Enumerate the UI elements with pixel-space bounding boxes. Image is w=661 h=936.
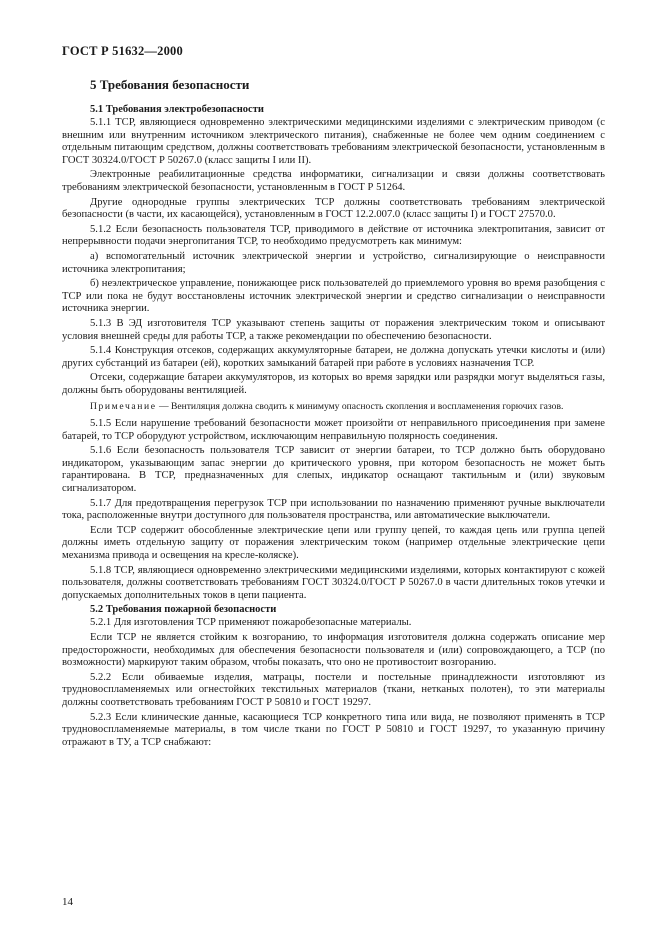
paragraph: а) вспомогательный источник электрической энергии и устройство, сигнализирующие о неисправности источника электропитания; xyxy=(62,250,605,275)
paragraph: 5.2.2 Если обиваемые изделия, матрацы, постели и постельные принадлежности изготовляют из трудновоспламеняемых или огнестойких текстильных материалов (ткани, нетканых полотен), то эти материалы должны соответствовать требованиям ГОСТ Р 50810 и ГОСТ 19297. xyxy=(62,671,605,708)
paragraph: Отсеки, содержащие батареи аккумуляторов, из которых во время зарядки или разрядки могут выделяться газы, должны быть оборудованы вентиляцией. xyxy=(62,372,605,396)
paragraph: 5.1.6 Если безопасность пользователя ТСР зависит от энергии батареи, то ТСР должно быть оборудовано индикатором, указывающим запас энергии до критического уровня, при котором безопасность не может быть гарантирована. В ТСР, предназначенных для слепых, индикатор оснащают тактильным и (или) звуковым сигнализатором. xyxy=(62,445,605,495)
paragraph: 5.1.4 Конструкция отсеков, содержащих аккумуляторные батареи, не должна допускать утечки кислоты и (или) других субстанций из батареи (ей), коротких замыканий батарей при работе в условиях назначения ТСР. xyxy=(62,345,605,369)
paragraph: 5.2.1 Для изготовления ТСР применяют пожаробезопасные материалы. xyxy=(90,617,412,629)
page-number: 14 xyxy=(62,896,73,908)
paragraph: Электронные реабилитационные средства информатики, сигнализации и связи должны соответствовать требованиям электрической безопасности, установленным в ГОСТ Р 51264. xyxy=(62,169,605,193)
document-header: ГОСТ Р 51632—2000 xyxy=(62,44,183,58)
paragraph: 5.1.1 ТСР, являющиеся одновременно электрическими медицинскими изделиями с электрическим приводом (с внешним или внутренним источником электрического питания), снабженные не более чем одним соединением с отдельным питающим средством, должны соответствовать требованиям электрической безопасности, установленным в ГОСТ 30324.0/ГОСТ Р 50267.0 (класс защиты I или II). xyxy=(62,117,605,166)
body-text xyxy=(62,117,605,602)
paragraph: 5.1.8 ТСР, являющиеся одновременно электрическими медицинскими изделиями, которых контактируют с кожей пользователя, должны соответствовать требованиям ГОСТ 30324.0/ГОСТ Р 50267.0 в части длительных токов утечки и допускаемых дополнительных токов в цепи пациента. xyxy=(62,564,605,601)
section-title: 5 Требования безопасности xyxy=(90,77,250,92)
paragraph: 5.1.7 Для предотвращения перегрузок ТСР при использовании по назначению применяют ручные выключатели тока, расположенные внутри доступного для пользователя пространства, или автоматические выключатели. xyxy=(62,497,605,522)
subsection-title-electrical: 5.1 Требования электробезопасности xyxy=(90,104,264,115)
note xyxy=(62,401,605,414)
paragraph: б) неэлектрическое управление, понижающее риск пользователей до приемлемого уровня во время разобщения с ТСР или пока не будут восстановлены источник электрической энергии и средство сигнализации о неисправности источника энергии. xyxy=(62,278,605,315)
paragraph: 5.1.5 Если нарушение требований безопасности может произойти от неправильного присоединения при замене батарей, то ТСР оборудуют устройством, исключающим неправильную полярность соединения. xyxy=(62,418,605,442)
subsection-title-fire: 5.2 Требования пожарной безопасности xyxy=(90,604,277,616)
paragraph: Если ТСР содержит обособленные электрические цепи или группу цепей, то каждая цепь или группа цепей должны иметь отдельную защиту от поражения электрическим током (например отдельные электрические цепи механизма привода и освещения на кресле-коляске). xyxy=(62,524,605,561)
paragraph: 5.1.3 В ЭД изготовителя ТСР указывают степень защиты от поражения электрическим током и описывают условия внешней среды для работы ТСР, а также рекомендации по обеспечению безопасности. xyxy=(62,317,605,342)
note-text: — Вентиляция должна сводить к минимуму опасность скопления и воспламенения горючих газов. xyxy=(156,401,564,413)
note-label: Примечание xyxy=(90,401,157,413)
paragraph: Если ТСР не является стойким к возгоранию, то информация изготовителя должна содержать описание мер предосторожности, необходимых для обеспечения безопасности пользователя и (или) сопровождающего, а ТСР (по возможности) маркируют таким образом, чтобы показать, что оно не противостоит возгоранию. xyxy=(62,631,605,669)
paragraph: 5.1.2 Если безопасность пользователя ТСР, приводимого в действие от источника электропитания, зависит от непрерывности подачи энергопитания ТСР, то необходимо предусмотреть как минимум: xyxy=(62,223,605,248)
body-text-fire xyxy=(62,617,605,749)
paragraph: Другие однородные группы электрических ТСР должны соответствовать требованиям электрической безопасности (в части, их касающейся), установленным в ГОСТ 12.2.007.0 (класс защиты I) и ГОСТ 27570.0. xyxy=(62,196,605,221)
paragraph: 5.2.3 Если клинические данные, касающиеся ТСР конкретного типа или вида, не позволяют применять в ТСР трудновоспламеняемые материалы, в том числе ткани по ГОСТ Р 50810 и ГОСТ 19297, то указанную причину отражают в ТУ, а ТСР снабжают: xyxy=(62,711,605,748)
